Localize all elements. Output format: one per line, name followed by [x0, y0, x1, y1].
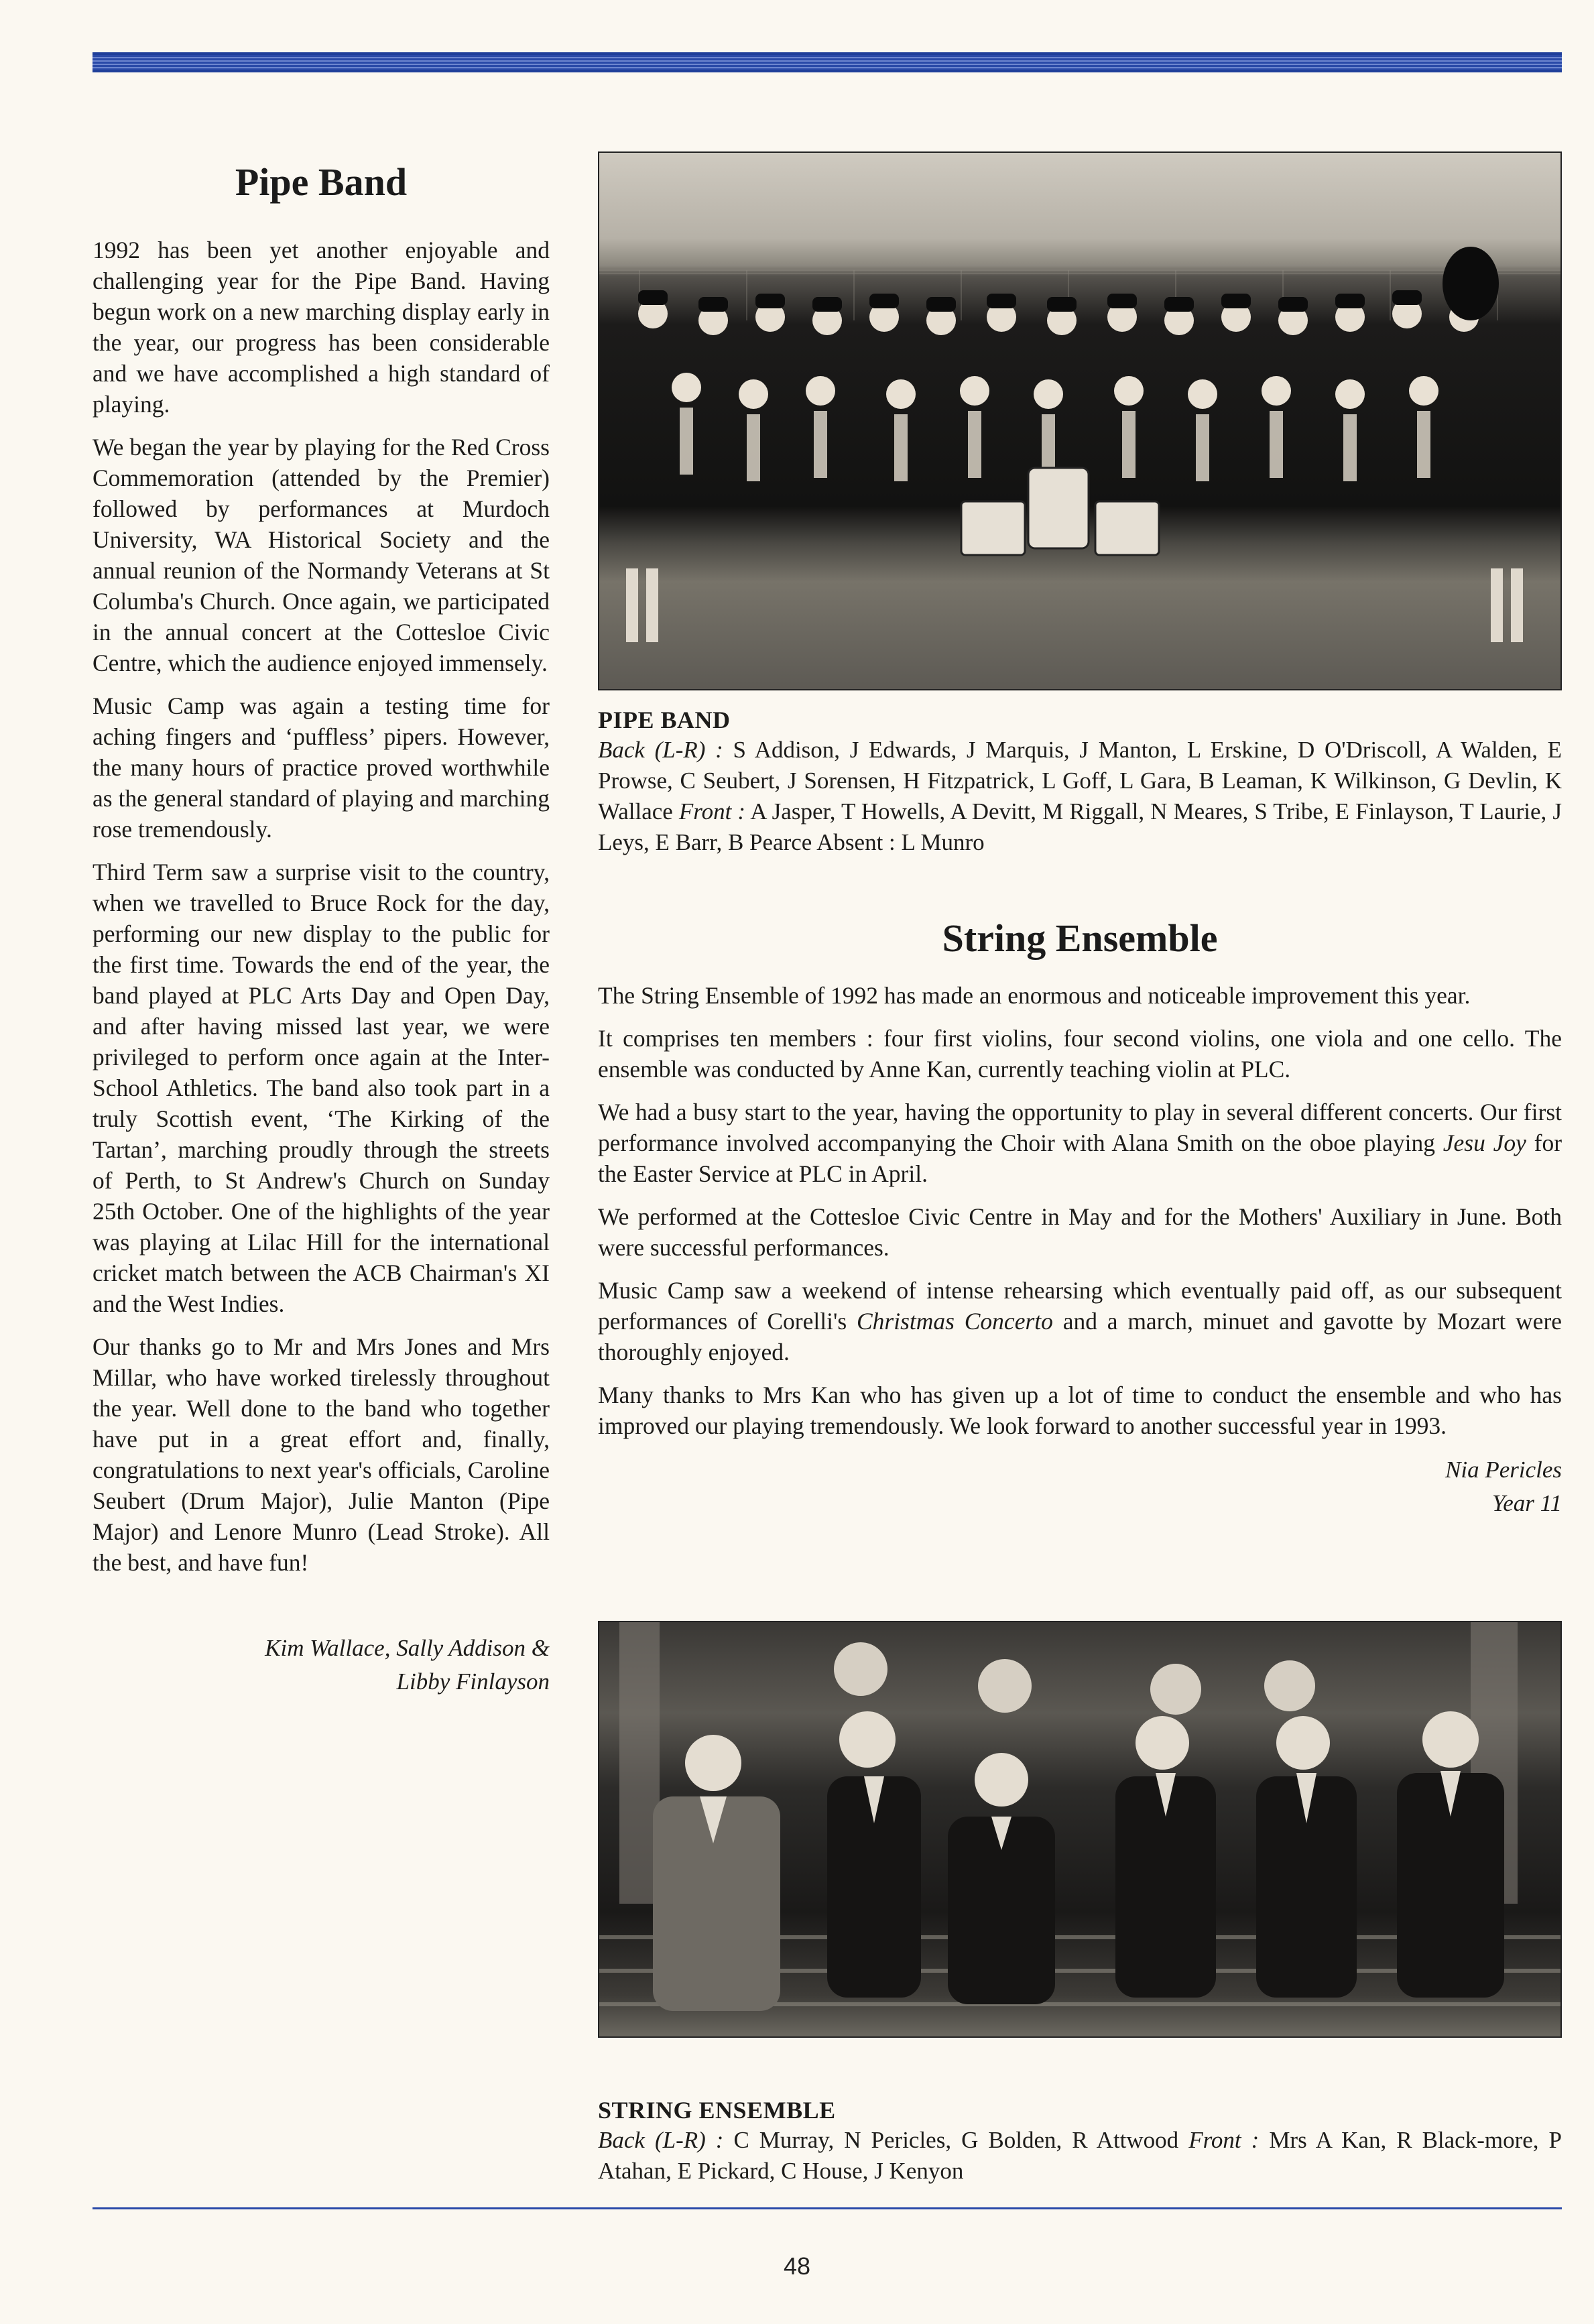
footer-rule	[93, 2207, 1562, 2209]
pipe-band-back-names: S Addison, J Edwards, J Marquis, J Manton, L Erskine, D O'Driscoll, A Walden, E Prowse, C Seubert, J Sorensen, H Fitzpatrick, L Goff, L Gara, B Leaman, K Wilkinson, G Devlin, K Wallace	[598, 737, 1562, 824]
string-ensemble-photo	[598, 1621, 1562, 2038]
string-ensemble-paragraph-2: It comprises ten members : four first violins, four second violins, one viola and one cello. The ensemble was conducted by Anne Kan, currently teaching violin at PLC.	[598, 1025, 1562, 1083]
string-ensemble-paragraph-3	[598, 1097, 1562, 1189]
pipe-band-paragraph-3: Music Camp was again a testing time for aching fingers and ‘puffless’ pipers. However, the many hours of practice proved worthwhile as the general standard of playing and marching rose tremendously.	[93, 692, 550, 843]
se-front-label: Front :	[1188, 2127, 1260, 2153]
pipe-band-signoff-line2: Libby Finlayson	[396, 1668, 550, 1695]
pipe-band-caption-title: PIPE BAND	[598, 707, 731, 733]
pipe-band-article	[93, 156, 550, 1699]
se-p3-title-italic: Jesu Joy	[1443, 1129, 1526, 1156]
string-ensemble-heading: String Ensemble	[942, 916, 1218, 960]
string-ensemble-paragraph-1: The String Ensemble of 1992 has made an enormous and noticeable improvement this year.	[598, 982, 1471, 1009]
pipe-band-caption	[598, 705, 1562, 858]
pipe-band-caption-text	[598, 735, 1562, 858]
string-ensemble-caption-title: STRING ENSEMBLE	[598, 2097, 836, 2124]
string-ensemble-paragraph-6: Many thanks to Mrs Kan who has given up a lot of time to conduct the ensemble and who has improved our playing tremendously. We look forward to another successful year in 1993.	[598, 1382, 1562, 1439]
se-p5-title-italic: Christmas Concerto	[856, 1308, 1053, 1335]
pipe-band-front-label: Front :	[678, 798, 746, 824]
pipe-band-heading: Pipe Band	[235, 160, 408, 204]
se-back-names: C Murray, N Pericles, G Bolden, R Attwood	[733, 2127, 1179, 2153]
header-rule	[93, 52, 1562, 72]
pipe-band-paragraph-2: We began the year by playing for the Red Cross Commemoration (attended by the Premier) followed by performances at Murdoch University, WA Historical Society and the annual reunion of the Normandy Veterans at St Columba's Church. Once again, we participated in the annual concert at the Cottesloe Civic Centre, which the audience enjoyed immensely.	[93, 434, 550, 676]
string-ensemble-paragraph-4: We performed at the Cottesloe Civic Centre in May and for the Mothers' Auxiliary in June. Both were successful performances.	[598, 1203, 1562, 1261]
string-ensemble-caption-text	[598, 2125, 1562, 2187]
se-back-label: Back (L-R) :	[598, 2127, 724, 2153]
se-p5-text-after: and a march, minuet and gavotte by Mozart were thoroughly enjoyed.	[598, 1308, 1562, 1365]
pipe-band-signoff-line1: Kim Wallace, Sally Addison &	[265, 1635, 550, 1661]
string-ensemble-signoff-year: Year 11	[1491, 1490, 1562, 1516]
pipe-band-paragraph-1: 1992 has been yet another enjoyable and challenging year for the Pipe Band. Having begun work on a new marching display early in the year, our progress has been considerable and we have accomplished a high standard of playing.	[93, 237, 550, 418]
string-ensemble-paragraph-5	[598, 1275, 1562, 1367]
string-ensemble-article	[598, 980, 1562, 1520]
string-ensemble-signoff-name: Nia Pericles	[1445, 1457, 1562, 1483]
se-p3-text-before: We had a busy start to the year, having the opportunity to play in several different concerts. Our first performance involved accompanying the Choir with Alana Smith on the oboe playing	[598, 1099, 1562, 1156]
se-p5-text-before: Music Camp saw a weekend of intense rehearsing which eventually paid off, as our subsequent performances of Corelli's	[598, 1277, 1562, 1335]
string-ensemble-caption	[598, 2095, 1562, 2187]
page-number: 48	[783, 2252, 811, 2280]
pipe-band-front-names: A Jasper, T Howells, A Devitt, M Riggall, N Meares, S Tribe, E Finlayson, T Laurie, J Leys, E Barr, B Pearce	[598, 798, 1562, 855]
pipe-band-paragraph-5: Our thanks go to Mr and Mrs Jones and Mrs Millar, who have worked tirelessly throughout the year. Well done to the band who together have put in a great effort and, finally, congratulations to next year's officials, Caroline Seubert (Drum Major), Julie Manton (Pipe Major) and Lenore Munro (Lead Stroke). All the best, and have fun!	[93, 1333, 550, 1576]
se-p3-text-after: for the Easter Service at PLC in April.	[598, 1129, 1562, 1187]
pipe-band-back-label: Back (L-R) :	[598, 737, 723, 763]
pipe-band-photo	[598, 151, 1562, 690]
pipe-band-absent: Absent : L Munro	[816, 829, 985, 855]
pipe-band-paragraph-4: Third Term saw a surprise visit to the country, when we travelled to Bruce Rock for the day, performing our new display to the public for the first time. Towards the end of the year, the band played at PLC Arts Day and Open Day, and after having missed last year, we were privileged to perform once again at the Inter-School Athletics. The band also took part in a truly Scottish event, ‘The Kirking of the Tartan’, marching proudly through the streets of Perth, to St Andrew's Church on Sunday 25th October. One of the highlights of the year was playing at Lilac Hill for the international cricket match between the ACB Chairman's XI and the West Indies.	[93, 859, 550, 1317]
se-front-names: Mrs A Kan, R Black-more, P Atahan, E Pickard, C House, J Kenyon	[598, 2127, 1562, 2184]
